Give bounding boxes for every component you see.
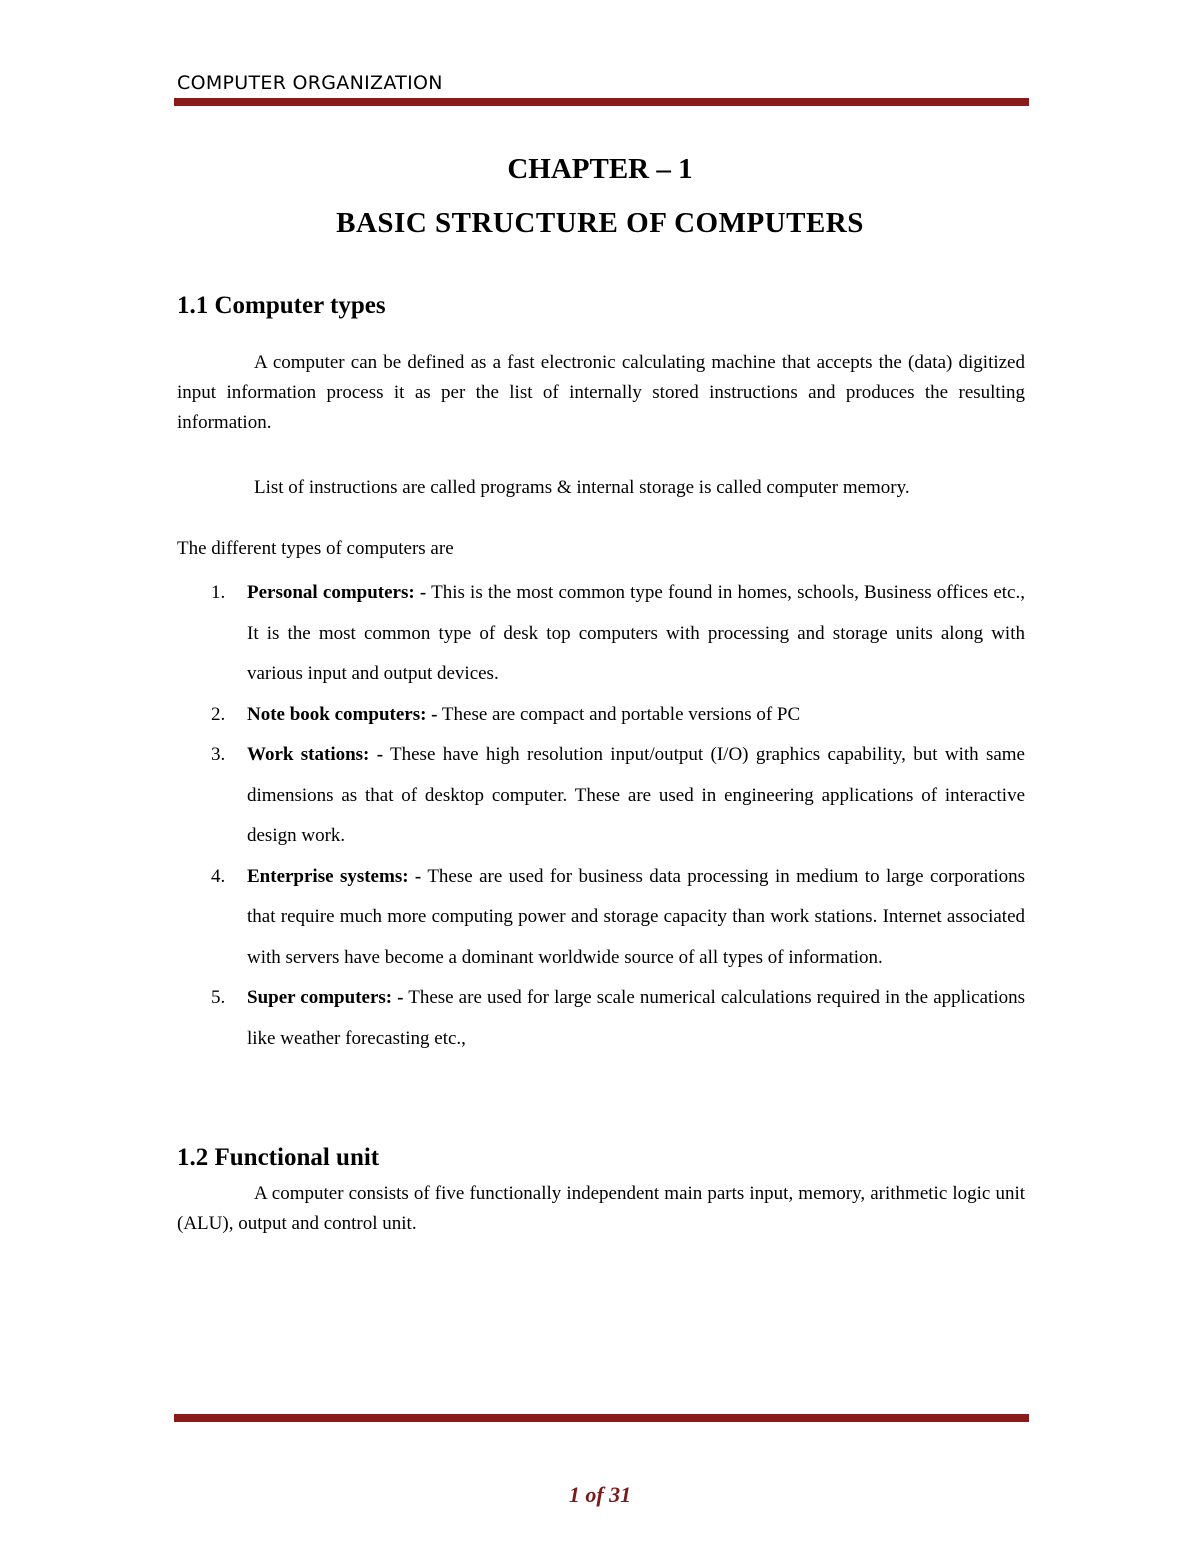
list-item: [177, 695, 1025, 736]
list-item-term: Work stations: -: [247, 744, 384, 765]
list-item-text: These are used for business data processing in medium to large corporations that require much more computing power and storage capacity than work stations. Internet associated with servers have become a dominant worldwide source of all types of information.: [247, 865, 1025, 968]
list-item-text: These have high resolution input/output (I/O) graphics capability, but with same dimensions as that of desktop computer. These are used in engineering applications of interactive design work.: [247, 744, 1025, 846]
chapter-title: BASIC STRUCTURE OF COMPUTERS: [336, 207, 864, 239]
page-number: 1 of 31: [568, 1482, 632, 1507]
list-item: [177, 735, 1025, 857]
list-item-number: 3.: [211, 744, 226, 765]
list-item-term: Personal computers: -: [247, 582, 427, 603]
list-item-number: 5.: [211, 987, 226, 1008]
list-item-term: Super computers: -: [247, 987, 404, 1008]
footer-rule: [174, 1414, 1029, 1422]
list-item-number: 1.: [211, 582, 226, 603]
list-item-text: These are compact and portable versions of PC: [437, 703, 801, 725]
header-rule: [174, 98, 1029, 106]
list-item-text: This is the most common type found in homes, schools, Business offices etc., It is the most common type of desk top computers with processing and storage units along with various input and output devices.: [247, 582, 1025, 684]
list-item-text: These are used for large scale numerical calculations required in the applications like weather forecasting etc.,: [247, 987, 1026, 1049]
list-item-term: Enterprise systems: -: [247, 865, 422, 887]
section-heading-functional-unit: 1.2 Functional unit: [177, 1144, 380, 1171]
list-item-number: 4.: [211, 865, 226, 887]
running-header: COMPUTER ORGANIZATION: [177, 72, 443, 94]
list-item: [177, 573, 1025, 695]
list-item: [177, 857, 1025, 979]
paragraph-computer-definition: A computer can be defined as a fast electronic calculating machine that accepts the (data) digitized input information process it as per the list of internally stored instructions and produces the resulting information.: [177, 352, 1025, 433]
list-item-number: 2.: [211, 703, 226, 725]
list-intro: The different types of computers are: [177, 538, 454, 559]
list-item-term: Note book computers: -: [247, 703, 438, 725]
list-item: [177, 978, 1025, 1059]
paragraph-functional-unit: A computer consists of five functionally independent main parts input, memory, arithmetic logic unit (ALU), output and control unit.: [177, 1183, 1025, 1234]
paragraph-programs-memory: List of instructions are called programs & internal storage is called computer memory.: [254, 477, 910, 498]
chapter-number: CHAPTER – 1: [507, 153, 693, 185]
computer-types-list: [177, 573, 1025, 1059]
section-heading-computer-types: 1.1 Computer types: [177, 292, 386, 319]
